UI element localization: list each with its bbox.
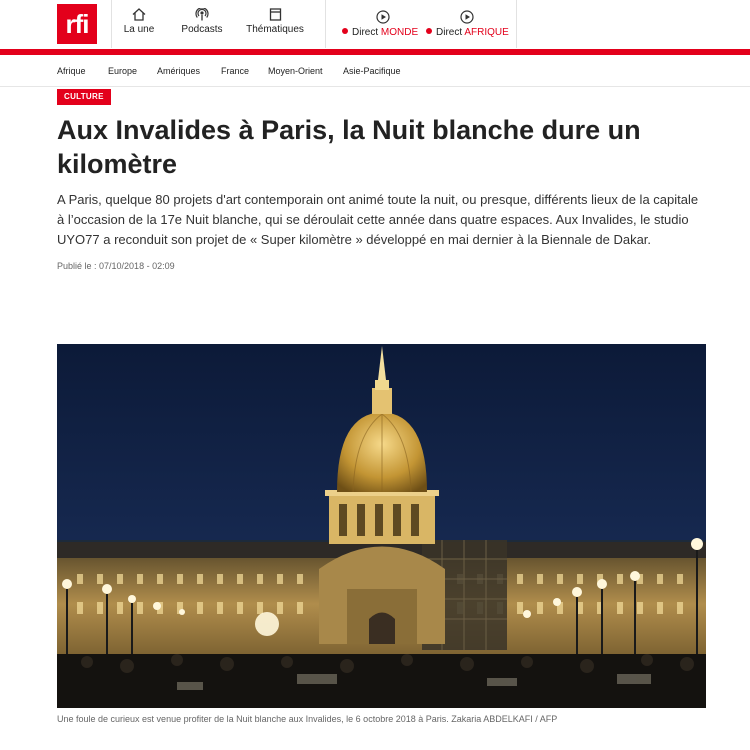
invalides-night-illustration: [57, 344, 706, 708]
live-dot: [426, 28, 432, 34]
nav-la-une[interactable]: [104, 8, 174, 35]
nav-podcasts[interactable]: [167, 8, 237, 35]
play-icon: [376, 10, 390, 24]
nav-label: La une: [123, 24, 155, 35]
article-photo[interactable]: [57, 344, 706, 708]
direct-prefix: Direct: [436, 27, 463, 38]
book-icon: [269, 8, 282, 21]
category-badge[interactable]: CULTURE: [57, 89, 111, 105]
direct-afrique-button[interactable]: [426, 10, 509, 38]
home-icon: [132, 8, 146, 21]
direct-monde-button[interactable]: [342, 10, 418, 38]
direct-channel: AFRIQUE: [464, 27, 509, 38]
header-divider: [325, 0, 326, 48]
region-afrique[interactable]: Afrique: [57, 66, 86, 76]
nav-label: Thématiques: [246, 24, 304, 35]
play-icon: [460, 10, 474, 24]
nav-thematiques[interactable]: [240, 8, 310, 35]
site-header: [0, 0, 750, 48]
header-divider: [516, 0, 517, 48]
direct-channel: MONDE: [380, 27, 419, 38]
article-title: Aux Invalides à Paris, la Nuit blanche dure un kilomètre: [57, 115, 641, 179]
region-asie-pacifique[interactable]: Asie-Pacifique: [343, 66, 401, 76]
region-france[interactable]: France: [221, 66, 250, 76]
region-ameriques[interactable]: Amériques: [157, 66, 201, 76]
region-nav: [0, 55, 750, 87]
region-europe[interactable]: Europe: [108, 66, 138, 76]
photo-caption: Une foule de curieux est venue profiter de la Nuit blanche aux Invalides, le 6 octobre 2018 à Paris. Zakaria ABDELKAFI / AFP: [57, 714, 558, 724]
live-dot: [342, 28, 348, 34]
rfi-logo[interactable]: [57, 4, 97, 44]
region-moyen-orient[interactable]: Moyen-Orient: [268, 66, 323, 76]
direct-prefix: Direct: [352, 27, 379, 38]
nav-label: Podcasts: [181, 24, 223, 35]
publish-date: Publié le : 07/10/2018 - 02:09: [57, 261, 175, 271]
logo-text: rfi: [65, 8, 89, 39]
article-lead: A Paris, quelque 80 projets d'art contemporain ont animé toute la nuit, ou presque, différents lieux de la capitale à l’occasion de la 17e Nuit blanche, qui se déroulait cette année dans quatre espaces. Aux Invalides, le studio UYO77 a reconduit son projet de « Super kilomètre » développé en mai dernier à la Biennale de Dakar.: [57, 192, 699, 247]
podcast-icon: [195, 8, 209, 21]
